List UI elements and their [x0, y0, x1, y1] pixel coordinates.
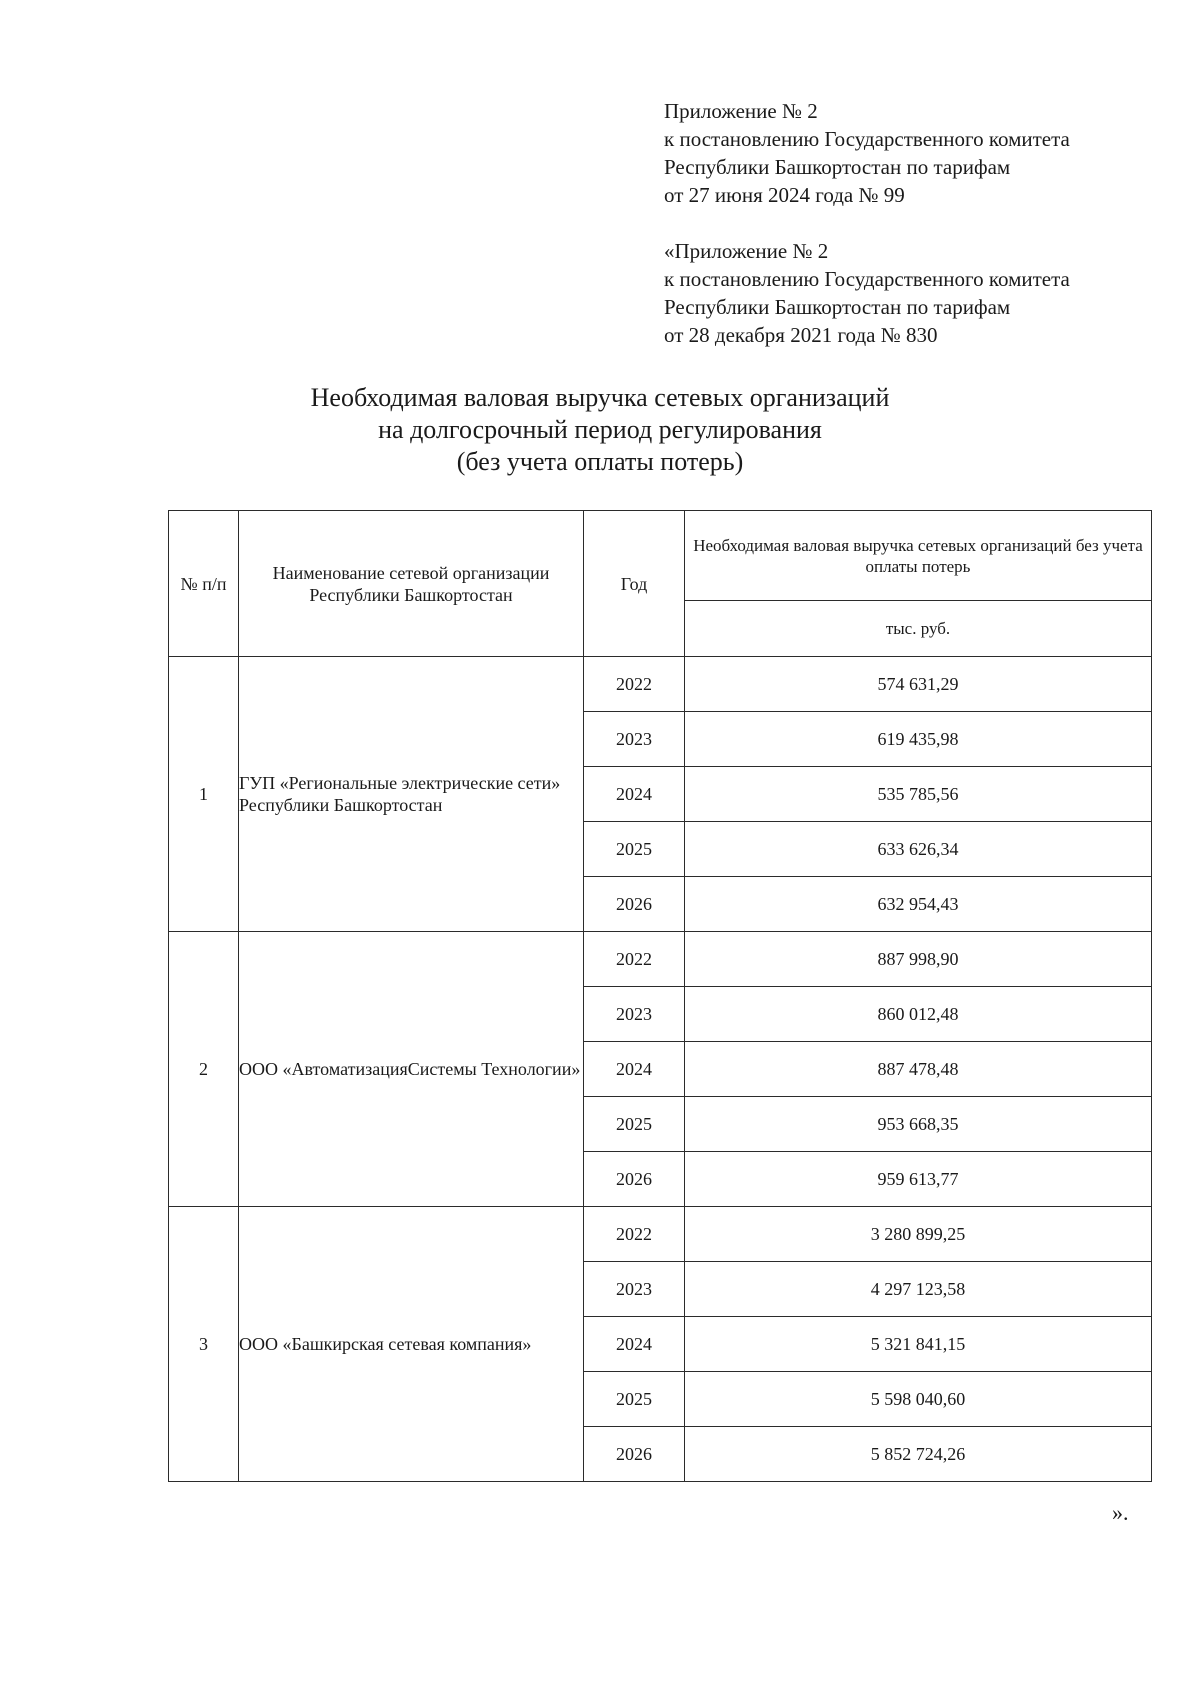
appendix-line: от 28 декабря 2021 года № 830 [664, 323, 938, 347]
table-row [169, 1207, 1152, 1262]
header-year: Год [584, 511, 685, 657]
table-body [169, 657, 1152, 1482]
title-line: (без учета оплаты потерь) [456, 447, 744, 476]
org-name: ООО «Башкирская сетевая компания» [239, 1207, 584, 1482]
revenue-value-cell: 535 785,56 [685, 767, 1152, 822]
org-number: 2 [169, 932, 239, 1207]
closing-quote: ». [1112, 1500, 1129, 1525]
appendix-line: Приложение № 2 [664, 99, 818, 123]
org-number: 1 [169, 657, 239, 932]
year-cell: 2022 [584, 657, 685, 712]
org-number: 3 [169, 1207, 239, 1482]
org-name: ГУП «Региональные электрические сети» Республики Башкортостан [239, 657, 584, 932]
year-cell: 2022 [584, 932, 685, 987]
revenue-value-cell: 574 631,29 [685, 657, 1152, 712]
revenue-table [168, 510, 1152, 1482]
header-org-name: Наименование сетевой организации Республики Башкортостан [239, 511, 584, 657]
year-cell: 2024 [584, 1042, 685, 1097]
appendix-line: «Приложение № 2 [664, 239, 829, 263]
year-cell: 2026 [584, 1152, 685, 1207]
revenue-value-cell: 3 280 899,25 [685, 1207, 1152, 1262]
revenue-value-cell: 633 626,34 [685, 822, 1152, 877]
revenue-value-cell: 5 321 841,15 [685, 1317, 1152, 1372]
revenue-value-cell: 619 435,98 [685, 712, 1152, 767]
year-cell: 2024 [584, 1317, 685, 1372]
year-cell: 2026 [584, 1427, 685, 1482]
appendix-current-header [664, 97, 1070, 209]
year-cell: 2024 [584, 767, 685, 822]
appendix-line: к постановлению Государственного комитета [664, 127, 1070, 151]
year-cell: 2025 [584, 1097, 685, 1152]
table-row [169, 657, 1152, 712]
org-name: ООО «АвтоматизацияСистемы Технологии» [239, 932, 584, 1207]
revenue-value-cell: 953 668,35 [685, 1097, 1152, 1152]
table-row [169, 932, 1152, 987]
appendix-line: Республики Башкортостан по тарифам [664, 295, 1011, 319]
revenue-value-cell: 860 012,48 [685, 987, 1152, 1042]
revenue-value-cell: 5 852 724,26 [685, 1427, 1152, 1482]
header-unit: тыс. руб. [685, 601, 1152, 657]
header-revenue: Необходимая валовая выручка сетевых организаций без учета оплаты потерь [685, 511, 1152, 601]
revenue-value-cell: 4 297 123,58 [685, 1262, 1152, 1317]
revenue-value-cell: 632 954,43 [685, 877, 1152, 932]
document-title [0, 382, 1200, 478]
year-cell: 2023 [584, 1262, 685, 1317]
year-cell: 2026 [584, 877, 685, 932]
year-cell: 2025 [584, 1372, 685, 1427]
year-cell: 2022 [584, 1207, 685, 1262]
revenue-value-cell: 5 598 040,60 [685, 1372, 1152, 1427]
revenue-value-cell: 887 478,48 [685, 1042, 1152, 1097]
appendix-line: Республики Башкортостан по тарифам [664, 155, 1011, 179]
revenue-value-cell: 887 998,90 [685, 932, 1152, 987]
year-cell: 2023 [584, 987, 685, 1042]
appendix-line: к постановлению Государственного комитета [664, 267, 1070, 291]
year-cell: 2023 [584, 712, 685, 767]
appendix-original-header [664, 237, 1070, 349]
title-line: на долгосрочный период регулирования [378, 415, 822, 444]
title-line: Необходимая валовая выручка сетевых организаций [310, 383, 890, 412]
revenue-value-cell: 959 613,77 [685, 1152, 1152, 1207]
header-num: № п/п [169, 511, 239, 657]
appendix-line: от 27 июня 2024 года № 99 [664, 183, 905, 207]
year-cell: 2025 [584, 822, 685, 877]
